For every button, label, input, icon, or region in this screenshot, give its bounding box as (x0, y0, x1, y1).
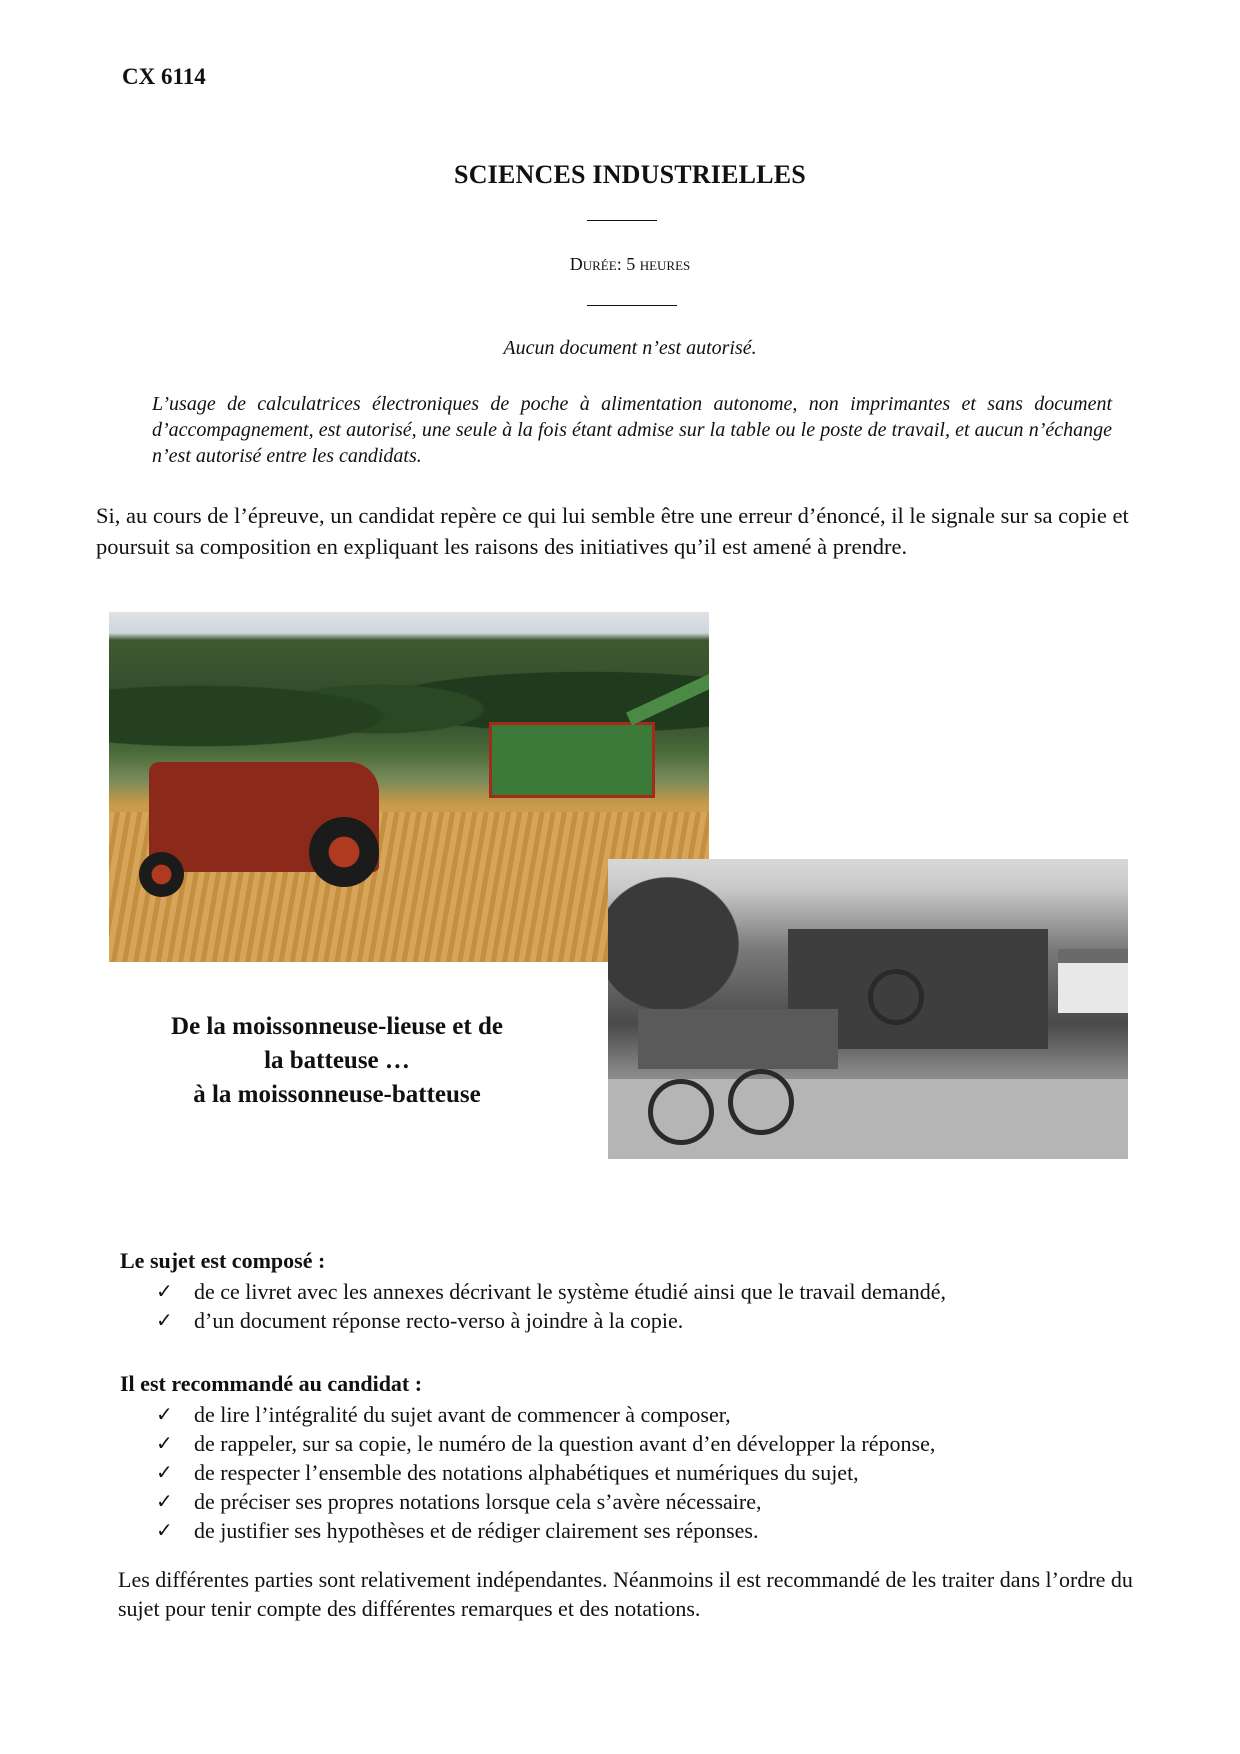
list-item (156, 1487, 935, 1516)
list-item-text: de respecter l’ensemble des notations alphabétiques et numériques du sujet, (194, 1460, 859, 1485)
list-item-text: de lire l’intégralité du sujet avant de commencer à composer, (194, 1402, 731, 1427)
list-item-text: de justifier ses hypothèses et de rédiger clairement ses réponses. (194, 1518, 759, 1543)
list-item-text: de rappeler, sur sa copie, le numéro de la question avant d’en développer la réponse, (194, 1431, 936, 1456)
recommendations-heading: Il est recommandé au candidat : (120, 1371, 423, 1396)
composition-heading: Le sujet est composé : (120, 1248, 326, 1273)
list-item (156, 1458, 935, 1487)
checkmark-icon: ✓ (156, 1460, 173, 1484)
no-document-notice: Aucun document n’est autorisé. (503, 337, 757, 359)
machine-flywheel (868, 969, 924, 1025)
list-item (156, 1400, 935, 1429)
exam-code: CX 6114 (122, 64, 206, 89)
list-item-text: d’un document réponse recto-verso à joindre à la copie. (194, 1308, 684, 1333)
page-title: SCIENCES INDUSTRIELLES (454, 160, 806, 189)
hay-wagon (638, 1009, 838, 1069)
composition-list (156, 1277, 946, 1335)
caption-line-1: De la moissonneuse-lieuse et de (171, 1013, 503, 1040)
threshing-photo-bw (608, 859, 1128, 1159)
list-item (156, 1306, 946, 1335)
list-item-text: de ce livret avec les annexes décrivant le système étudié ainsi que le travail demandé, (194, 1279, 946, 1304)
list-item (156, 1516, 935, 1545)
recommendations-list (156, 1400, 935, 1545)
title-divider (587, 220, 657, 221)
photo-caption (112, 1010, 562, 1112)
list-item-text: de préciser ses propres notations lorsque cela s’avère nécessaire, (194, 1489, 762, 1514)
wagon-wheel (648, 1079, 714, 1145)
caption-line-2: la batteuse … (264, 1047, 410, 1074)
list-item (156, 1429, 935, 1458)
calculator-policy: L’usage de calculatrices électroniques de poche à alimentation autonome, non imprimantes et sans document d’accompagnement, est autorisé, une seule à la fois étant admise sur la table ou le poste de travail, et aucun n’échange n’est autorisé entre les candidats. (152, 393, 1112, 467)
house (1058, 949, 1128, 1013)
combine-harvester (489, 722, 655, 798)
final-note: Les différentes parties sont relativement indépendantes. Néanmoins il est recommandé de les traiter dans l’ordre du sujet pour tenir compte des différentes remarques et des notations. (118, 1567, 1133, 1621)
error-reporting-note: Si, au cours de l’épreuve, un candidat repère ce qui lui semble être une erreur d’énoncé, il le signale sur sa copie et poursuit sa composition en expliquant les raisons des initiatives qu’il est amené à prendre. (96, 503, 1129, 559)
checkmark-icon: ✓ (156, 1308, 173, 1332)
tractor-front-wheel (139, 852, 184, 897)
duration-divider (587, 305, 677, 306)
checkmark-icon: ✓ (156, 1279, 173, 1303)
checkmark-icon: ✓ (156, 1402, 173, 1426)
caption-line-3: à la moissonneuse-batteuse (193, 1081, 481, 1108)
wagon-wheel (728, 1069, 794, 1135)
tractor-rear-wheel (309, 817, 379, 887)
checkmark-icon: ✓ (156, 1489, 173, 1513)
checkmark-icon: ✓ (156, 1431, 173, 1455)
exam-duration: Durée: 5 heures (569, 254, 691, 274)
list-item (156, 1277, 946, 1306)
tree (608, 859, 758, 1029)
checkmark-icon: ✓ (156, 1518, 173, 1542)
